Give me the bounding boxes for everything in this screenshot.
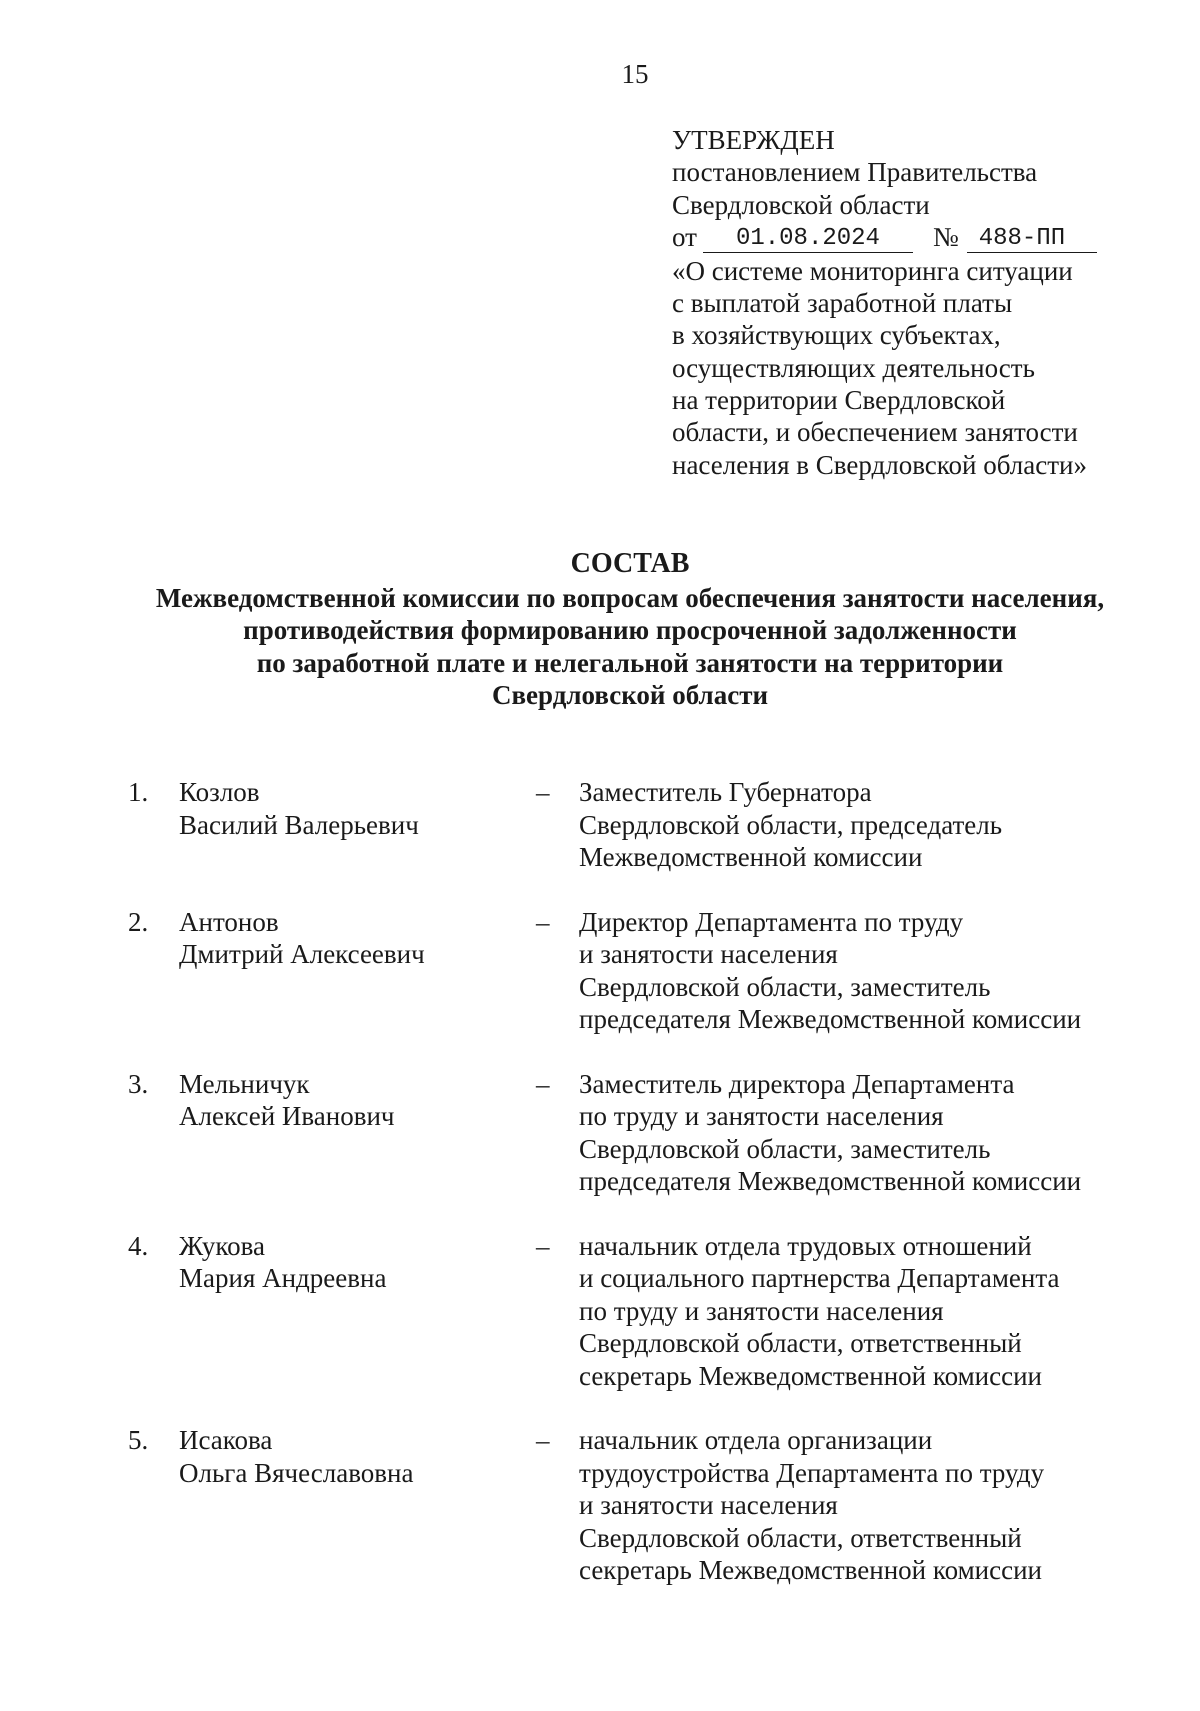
role-line: Заместитель директора Департамента: [579, 1068, 1015, 1099]
role-line: секретарь Межведомственной комиссии: [579, 1360, 1042, 1391]
resolution-title-line: осуществляющих деятельность: [672, 352, 1035, 383]
role-line: секретарь Межведомственной комиссии: [579, 1555, 1042, 1585]
member-number: 1.: [128, 777, 149, 807]
approval-line: постановлением Правительства: [672, 157, 1038, 188]
member-dash: –: [536, 777, 550, 807]
member-surname: Мельничук: [179, 1068, 310, 1099]
role-line: начальник отдела организации: [579, 1425, 933, 1455]
resolution-title-line: «О системе мониторинга ситуации: [672, 255, 1073, 286]
date-prefix: от: [672, 221, 697, 252]
member-number: 5.: [128, 1425, 149, 1455]
document-heading: [80, 548, 1180, 712]
date-number-line: [672, 221, 1172, 255]
role-line: Свердловской области, ответственный: [579, 1328, 1022, 1358]
resolution-title-line: в хозяйствующих субъектах,: [672, 320, 1001, 351]
role-line: Свердловской области, заместитель: [579, 1133, 991, 1164]
member-role: [579, 776, 1128, 874]
member-given-name: Алексей Иванович: [179, 1101, 395, 1131]
member-surname: Козлов: [179, 777, 260, 807]
page-number: 15: [621, 59, 649, 89]
number-field: 488-ПП: [967, 226, 1097, 253]
role-line: и занятости населения: [579, 939, 838, 969]
role-line: Свердловской области, ответственный: [579, 1522, 1022, 1553]
role-line: председателя Межведомственной комиссии: [579, 1004, 1082, 1034]
member-name: [179, 776, 509, 841]
heading-line: Свердловской области: [491, 680, 769, 710]
date-field: 01.08.2024: [703, 226, 913, 253]
role-line: по труду и занятости населения: [579, 1101, 944, 1131]
heading-line: Межведомственной комиссии по вопросам обеспечения занятости населения,: [155, 582, 1105, 613]
member-dash: –: [536, 906, 550, 937]
number-sign: №: [932, 221, 959, 252]
member-entry: [128, 1230, 1128, 1393]
member-entry: [128, 776, 1128, 874]
role-line: трудоустройства Департамента по труду: [579, 1457, 1045, 1488]
member-given-name: Мария Андреевна: [179, 1263, 387, 1293]
member-name: [179, 1424, 509, 1489]
role-line: председателя Межведомственной комиссии: [579, 1166, 1082, 1196]
role-line: Межведомственной комиссии: [579, 842, 923, 872]
role-line: Свердловской области, заместитель: [579, 971, 991, 1002]
role-line: и социального партнерства Департамента: [579, 1263, 1060, 1293]
member-dash: –: [536, 1068, 550, 1099]
member-dash: –: [536, 1425, 550, 1455]
member-entry: [128, 1424, 1128, 1587]
role-line: Директор Департамента по труду: [579, 906, 964, 937]
member-name: [179, 906, 509, 971]
role-line: по труду и занятости населения: [579, 1295, 944, 1326]
member-dash: –: [536, 1230, 550, 1261]
approval-heading: УТВЕРЖДЕН: [672, 125, 835, 155]
member-name: [179, 1068, 509, 1133]
members-list: [128, 776, 1128, 1619]
member-given-name: Ольга Вячеславовна: [179, 1457, 414, 1488]
role-line: Заместитель Губернатора: [579, 777, 872, 807]
member-role: [579, 906, 1128, 1036]
member-entry: [128, 906, 1128, 1036]
member-number: 3.: [128, 1068, 149, 1099]
approval-line: Свердловской области: [672, 189, 930, 220]
heading-line: по заработной плате и нелегальной занятости на территории: [256, 647, 1004, 678]
member-surname: Жукова: [179, 1230, 265, 1261]
member-name: [179, 1230, 509, 1295]
heading-title: СОСТАВ: [570, 548, 690, 579]
resolution-title-line: области, и обеспечением занятости: [672, 417, 1078, 448]
member-role: [579, 1068, 1128, 1198]
member-role: [579, 1424, 1128, 1587]
member-number: 2.: [128, 906, 149, 937]
member-number: 4.: [128, 1230, 149, 1261]
heading-line: противодействия формированию просроченной задолженности: [243, 615, 1017, 645]
resolution-title-line: с выплатой заработной платы: [672, 288, 1013, 319]
role-line: и занятости населения: [579, 1490, 838, 1520]
resolution-title-line: на территории Свердловской: [672, 385, 1006, 416]
member-surname: Исакова: [179, 1425, 273, 1455]
member-given-name: Василий Валерьевич: [179, 809, 419, 840]
approval-block: [672, 124, 1172, 481]
member-surname: Антонов: [179, 906, 279, 937]
member-entry: [128, 1068, 1128, 1198]
role-line: начальник отдела трудовых отношений: [579, 1230, 1032, 1261]
member-given-name: Дмитрий Алексеевич: [179, 939, 425, 969]
member-role: [579, 1230, 1128, 1393]
role-line: Свердловской области, председатель: [579, 809, 1003, 840]
resolution-title-line: населения в Свердловской области»: [672, 449, 1087, 480]
